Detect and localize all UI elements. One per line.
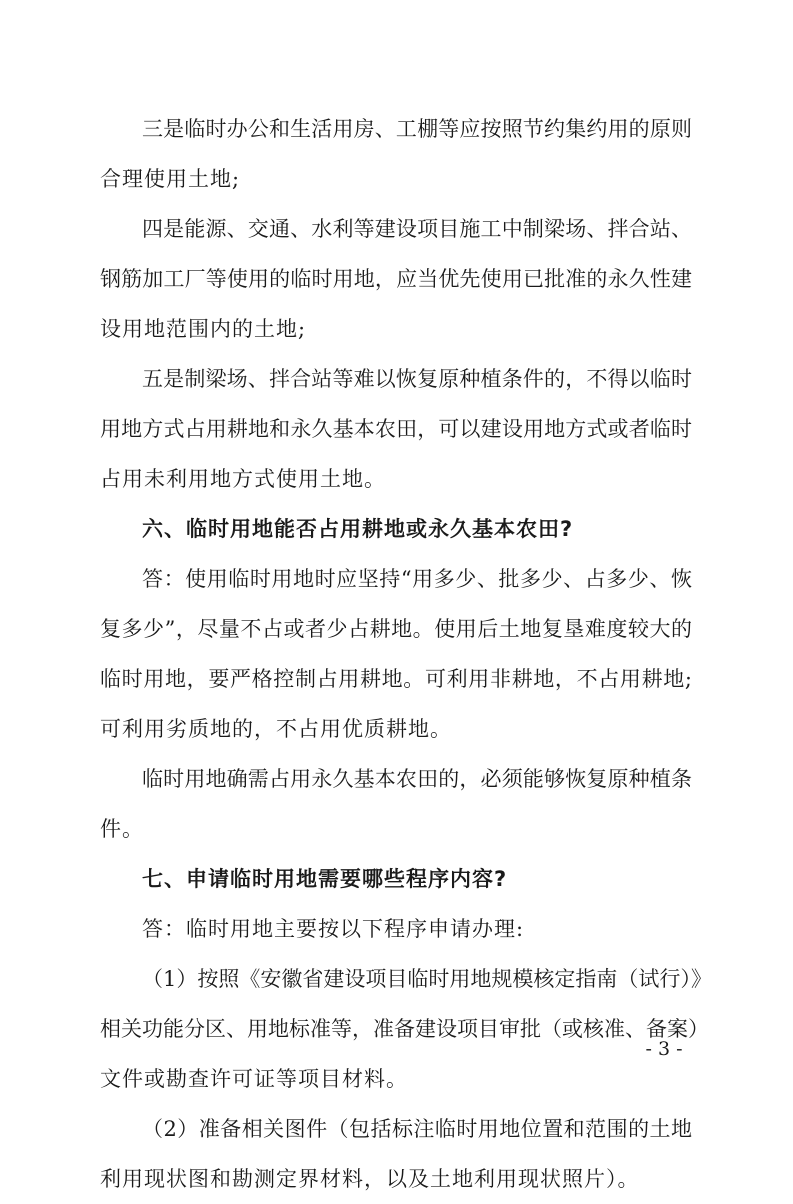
page-number: - 3 - [645,1038,683,1060]
paragraph-line: 临时用地，要严格控制占用耕地。可利用非耕地，不占用耕地; [100,667,692,691]
section-heading: 六、临时用地能否占用耕地或永久基本农田? [142,517,574,541]
paragraph-line: 用地方式占用耕地和永久基本农田，可以建设用地方式或者临时 [100,417,692,441]
paragraph-line: 四是能源、交通、水利等建设项目施工中制梁场、拌合站、 [142,217,692,241]
paragraph-line: 可利用劣质地的，不占用优质耕地。 [100,717,452,741]
paragraph-line: 利用现状图和勘测定界材料，以及土地利用现状照片）。 [100,1167,640,1191]
paragraph-line: 设用地范围内的土地; [100,317,307,341]
paragraph-line: 件。 [100,817,144,841]
paragraph-line: 答：临时用地主要按以下程序申请办理: [142,917,525,941]
paragraph-line: 答：使用临时用地时应坚持“用多少、批多少、占多少、恢 [142,567,692,591]
paragraph-line: 三是临时办公和生活用房、工棚等应按照节约集约用的原则 [142,117,692,141]
paragraph-line: 钢筋加工厂等使用的临时用地，应当优先使用已批准的永久性建 [100,267,692,291]
paragraph-line: 临时用地确需占用永久基本农田的，必须能够恢复原种植条 [142,767,692,791]
paragraph-line: 相关功能分区、用地标准等，准备建设项目审批（或核准、备案） [100,1017,709,1041]
paragraph-line: 五是制梁场、拌合站等难以恢复原种植条件的，不得以临时 [142,367,692,391]
paragraph-line: 复多少”，尽量不占或者少占耕地。使用后土地复垦难度较大的 [100,617,692,641]
document-body [100,104,712,1204]
paragraph-line: 文件或勘查许可证等项目材料。 [100,1067,408,1091]
paragraph-line: （1）按照《安徽省建设项目临时用地规模核定指南（试行）》 [142,967,712,991]
paragraph-line: 占用未利用地方式使用土地。 [100,467,386,491]
paragraph-line: 合理使用土地; [100,167,241,191]
paragraph-line: （2）准备相关图件（包括标注临时用地位置和范围的土地 [142,1117,692,1141]
section-heading: 七、申请临时用地需要哪些程序内容? [142,867,508,891]
